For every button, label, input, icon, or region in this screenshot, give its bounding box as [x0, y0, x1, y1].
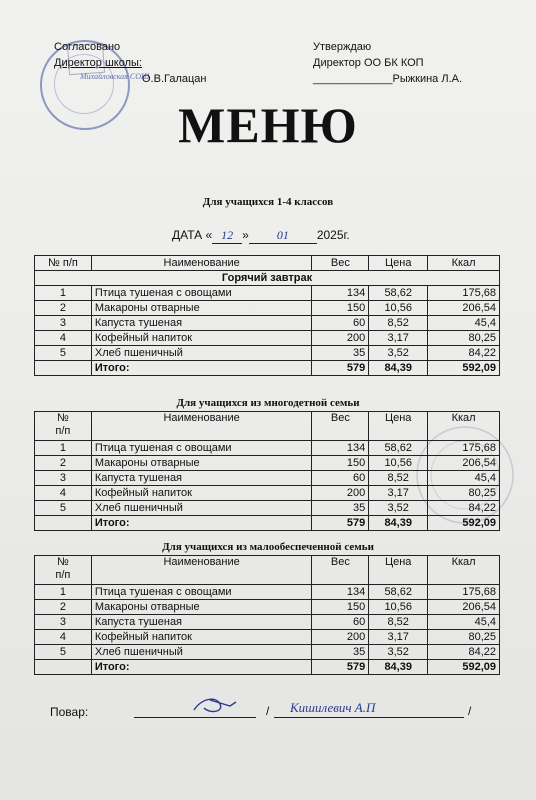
approval-right-signer: _____________Рыжкина Л.А. [313, 73, 463, 85]
cell-n: 2 [35, 600, 92, 615]
total-kcal: 592,09 [428, 361, 500, 376]
total-weight: 579 [312, 361, 369, 376]
cell-n: 5 [35, 645, 92, 660]
cell-price: 58,62 [369, 441, 428, 456]
table-row [35, 600, 500, 615]
cell-name: Кофейный напиток [91, 331, 312, 346]
cell-price: 10,56 [369, 456, 428, 471]
signature-bracket-right: / [468, 704, 472, 718]
date-day: 12 [212, 228, 242, 244]
cell-kcal: 206,54 [428, 600, 500, 615]
table-row [35, 286, 500, 301]
col-name: Наименование [91, 556, 312, 585]
total-price: 84,39 [369, 660, 428, 675]
col-weight: Вес [312, 412, 369, 441]
cell-blank [35, 660, 92, 675]
cell-kcal: 175,68 [428, 441, 500, 456]
total-label: Итого: [91, 516, 312, 531]
cell-weight: 60 [312, 316, 369, 331]
total-row [35, 660, 500, 675]
cell-n: 5 [35, 346, 92, 361]
approval-left-signer: О.В.Галацан [142, 73, 207, 85]
cell-n: 5 [35, 501, 92, 516]
cell-kcal: 175,68 [428, 286, 500, 301]
cell-price: 10,56 [369, 600, 428, 615]
approval-left-line1: Согласовано [54, 41, 121, 53]
cell-price: 3,52 [369, 346, 428, 361]
table-row [35, 471, 500, 486]
col-number-line2: п/п [55, 425, 71, 437]
total-price: 84,39 [369, 516, 428, 531]
page-subtitle: Для учащихся 1-4 классов [202, 196, 334, 208]
section3-title: Для учащихся из малообеспеченной семьи [162, 541, 374, 553]
approval-right-line2: Директор ОО БК КОП [313, 57, 424, 69]
cell-n: 4 [35, 486, 92, 501]
table-header-row [35, 556, 500, 585]
col-price: Цена [369, 256, 428, 271]
cell-weight: 150 [312, 600, 369, 615]
table-row [35, 585, 500, 600]
table-row [35, 316, 500, 331]
cell-kcal: 80,25 [428, 331, 500, 346]
section2-title: Для учащихся из многодетной семьи [176, 397, 360, 409]
cell-price: 3,52 [369, 501, 428, 516]
col-number-line1: № [57, 412, 69, 424]
cell-kcal: 84,22 [428, 501, 500, 516]
col-kcal: Ккал [428, 256, 500, 271]
cell-kcal: 45,4 [428, 615, 500, 630]
cell-price: 10,56 [369, 301, 428, 316]
cell-blank [35, 516, 92, 531]
cell-n: 2 [35, 456, 92, 471]
date-prefix: ДАТА « [172, 228, 213, 242]
cell-price: 3,17 [369, 486, 428, 501]
cell-n: 3 [35, 316, 92, 331]
cell-kcal: 206,54 [428, 456, 500, 471]
page-title: МЕНЮ [178, 97, 358, 153]
col-number: № п/п [35, 256, 92, 271]
cell-name: Птица тушеная с овощами [91, 585, 312, 600]
total-price: 84,39 [369, 361, 428, 376]
cell-weight: 134 [312, 585, 369, 600]
menu-table-large-family [34, 411, 500, 531]
table-row [35, 456, 500, 471]
cook-label: Повар: [50, 705, 89, 719]
cell-n: 3 [35, 615, 92, 630]
cell-weight: 150 [312, 301, 369, 316]
approval-right-line1: Утверждаю [313, 41, 372, 53]
section-header-row [35, 271, 500, 286]
cell-price: 3,52 [369, 645, 428, 660]
cell-price: 8,52 [369, 316, 428, 331]
col-weight: Вес [312, 556, 369, 585]
cell-weight: 60 [312, 615, 369, 630]
total-row [35, 516, 500, 531]
cell-price: 58,62 [369, 585, 428, 600]
cell-weight: 35 [312, 501, 369, 516]
total-row [35, 361, 500, 376]
menu-table-breakfast [34, 255, 500, 376]
cell-weight: 150 [312, 456, 369, 471]
cell-name: Хлеб пшеничный [91, 645, 312, 660]
col-number-line1: № [57, 556, 69, 568]
col-price: Цена [369, 556, 428, 585]
cell-n: 1 [35, 441, 92, 456]
date-line [172, 228, 350, 244]
total-weight: 579 [312, 660, 369, 675]
stamp-text: Михайловская СОШ [80, 72, 150, 81]
cell-kcal: 45,4 [428, 316, 500, 331]
table-row [35, 645, 500, 660]
cell-weight: 35 [312, 645, 369, 660]
cell-n: 1 [35, 585, 92, 600]
cell-name: Капуста тушеная [91, 316, 312, 331]
cook-name-line [274, 716, 464, 718]
cell-name: Капуста тушеная [91, 471, 312, 486]
cell-weight: 35 [312, 346, 369, 361]
cell-weight: 60 [312, 471, 369, 486]
col-number [35, 412, 92, 441]
cell-name: Кофейный напиток [91, 486, 312, 501]
table-row [35, 346, 500, 361]
cell-name: Хлеб пшеничный [91, 346, 312, 361]
cell-kcal: 80,25 [428, 630, 500, 645]
cell-weight: 134 [312, 441, 369, 456]
table-row [35, 615, 500, 630]
cell-n: 3 [35, 471, 92, 486]
cell-n: 4 [35, 331, 92, 346]
cell-name: Птица тушеная с овощами [91, 286, 312, 301]
cell-weight: 200 [312, 630, 369, 645]
table-header-row [35, 256, 500, 271]
menu-table-low-income [34, 555, 500, 675]
date-suffix: 2025г. [316, 228, 350, 242]
table-row [35, 331, 500, 346]
cell-name: Хлеб пшеничный [91, 501, 312, 516]
cell-n: 1 [35, 286, 92, 301]
cell-n: 4 [35, 630, 92, 645]
table-row [35, 501, 500, 516]
col-name: Наименование [91, 256, 312, 271]
cell-price: 8,52 [369, 615, 428, 630]
total-kcal: 592,09 [428, 516, 500, 531]
approval-left-line2: Директор школы: [54, 57, 142, 69]
cell-blank [35, 361, 92, 376]
cell-name: Макароны отварные [91, 301, 312, 316]
cell-weight: 200 [312, 331, 369, 346]
total-weight: 579 [312, 516, 369, 531]
col-kcal: Ккал [428, 556, 500, 585]
col-weight: Вес [312, 256, 369, 271]
col-name: Наименование [91, 412, 312, 441]
cell-name: Капуста тушеная [91, 615, 312, 630]
table-row [35, 441, 500, 456]
cell-kcal: 84,22 [428, 645, 500, 660]
total-kcal: 592,09 [428, 660, 500, 675]
cell-n: 2 [35, 301, 92, 316]
cell-name: Кофейный напиток [91, 630, 312, 645]
cell-weight: 134 [312, 286, 369, 301]
signature-bracket-left: / [266, 704, 270, 718]
cell-price: 58,62 [369, 286, 428, 301]
date-mid: » [242, 228, 249, 242]
cell-name: Птица тушеная с овощами [91, 441, 312, 456]
table-row [35, 486, 500, 501]
table-row [35, 301, 500, 316]
date-month: 01 [249, 228, 317, 244]
total-label: Итого: [91, 660, 312, 675]
cell-kcal: 80,25 [428, 486, 500, 501]
table-header-row [35, 412, 500, 441]
total-label: Итого: [91, 361, 312, 376]
cell-name: Макароны отварные [91, 456, 312, 471]
section-title: Горячий завтрак [35, 271, 500, 286]
cell-price: 3,17 [369, 331, 428, 346]
col-number-line2: п/п [55, 569, 71, 581]
col-number [35, 556, 92, 585]
cell-price: 8,52 [369, 471, 428, 486]
cell-kcal: 175,68 [428, 585, 500, 600]
col-price: Цена [369, 412, 428, 441]
cell-name: Макароны отварные [91, 600, 312, 615]
cook-name: Кишилевич А.П [290, 700, 376, 715]
cell-price: 3,17 [369, 630, 428, 645]
cell-kcal: 206,54 [428, 301, 500, 316]
cell-weight: 200 [312, 486, 369, 501]
table-row [35, 630, 500, 645]
cell-kcal: 45,4 [428, 471, 500, 486]
cook-signature-icon [190, 694, 240, 718]
cell-kcal: 84,22 [428, 346, 500, 361]
col-kcal: Ккал [428, 412, 500, 441]
